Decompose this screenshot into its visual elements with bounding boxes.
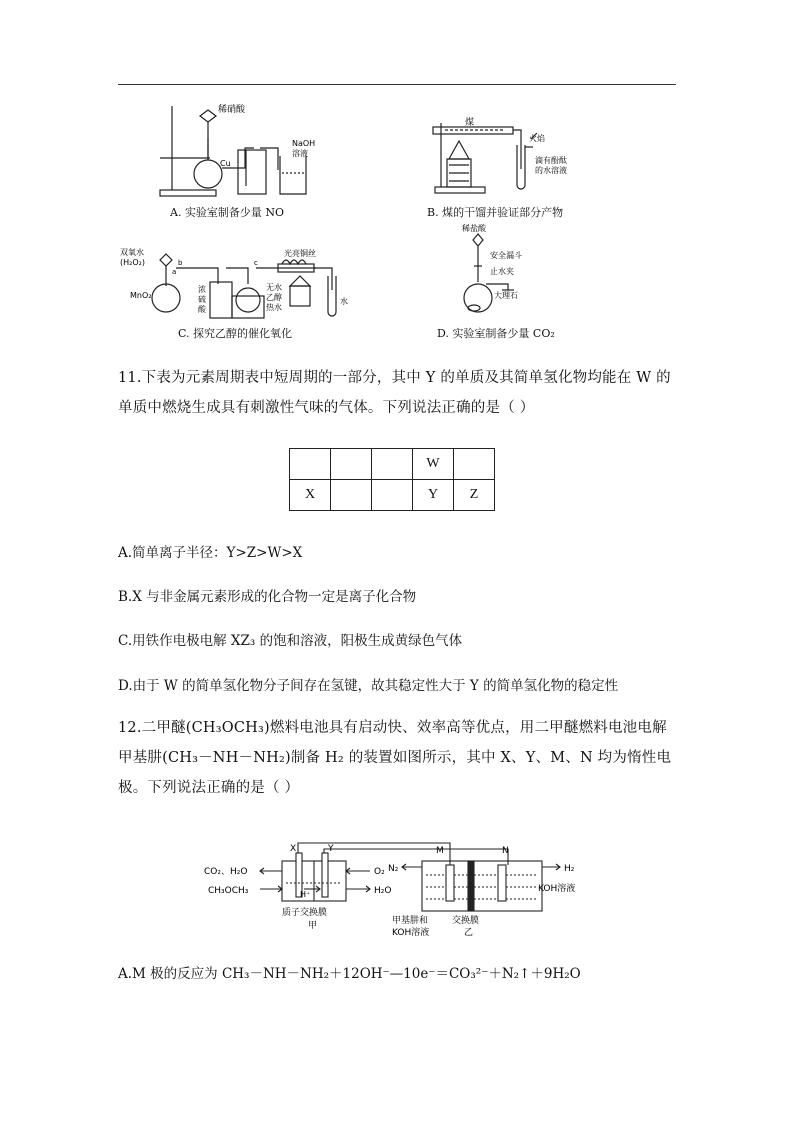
- fig-c-h2so4-label-2: 硫: [198, 295, 206, 304]
- fig-c-h2o2-label-2: (H₂O₂): [120, 258, 145, 267]
- fig-c-a-label: a: [172, 268, 177, 276]
- figure-c-caption: C. 探究乙醇的催化氧化: [178, 327, 293, 340]
- q12-h2-label: H₂: [564, 864, 575, 874]
- q12-option-a: A.M 极的反应为 CH₃－NH－NH₂＋12OH⁻—10e⁻＝CO₃²⁻＋N₂↑＋9H₂O: [118, 966, 581, 982]
- q12-cell-diagram: [200, 835, 600, 939]
- table-row: [290, 480, 495, 511]
- figure-c-apparatus: [120, 246, 360, 322]
- figure-b-caption: B. 煤的干馏并验证部分产物: [427, 206, 564, 219]
- q12-o2-label: O₂: [374, 867, 385, 877]
- q11-option-c: C.用铁作电极电解 XZ₃ 的饱和溶液，阳极生成黄绿色气体: [118, 633, 463, 649]
- table-cell: [372, 449, 413, 480]
- table-row: [290, 449, 495, 480]
- fig-d-funnel-label: 安全漏斗: [490, 251, 522, 260]
- fig-b-water-label-2: 的水溶液: [535, 166, 567, 175]
- fig-c-h2o2-label-1: 双氧水: [120, 248, 144, 257]
- fig-c-hot-water-label: 热水: [266, 303, 282, 312]
- q11-stem: 11.下表为元素周期表中短周期的一部分，其中 Y 的单质及其简单氢化物均能在 W 的单质中燃烧生成具有刺激性气味的气体。下列说法正确的是（ ）: [118, 370, 671, 416]
- fig-d-clamp-label: 止水夹: [490, 267, 514, 276]
- table-cell: [372, 480, 413, 511]
- periodic-table-fragment: [289, 448, 495, 511]
- q12-h2o-label: H₂O: [374, 886, 392, 896]
- fig-a-naoh-label-2: 溶液: [292, 149, 308, 158]
- table-cell: Y: [413, 480, 454, 511]
- fig-c-h2so4-label-1: 浓: [198, 285, 206, 294]
- figure-a-caption: A. 实验室制备少量 NO: [170, 206, 285, 219]
- q12-n-label: N: [502, 846, 509, 856]
- table-cell: Z: [454, 480, 495, 511]
- fig-c-water-label: 水: [340, 297, 348, 306]
- fig-c-h2so4-label-3: 酸: [198, 305, 206, 314]
- q12-membrane-1-label: 质子交换膜: [282, 908, 328, 918]
- q12-hplus-label: H⁺: [300, 890, 311, 899]
- fig-b-coal-label: 煤: [465, 118, 475, 128]
- q12-m-label: M: [436, 846, 444, 856]
- q12-stem: 12.二甲醚(CH₃OCH₃)燃料电池具有启动快、效率高等优点，用二甲醚燃料电池电解甲基肼(CH₃－NH－NH₂)制备 H₂ 的装置如图所示，其中 X、Y、M、N 均为惰性电极。下列说法正确的是（ ）: [118, 720, 672, 796]
- q12-yi-label: 乙: [464, 928, 474, 938]
- fig-b-water-label-1: 滴有酚酞: [535, 156, 567, 165]
- figure-b-apparatus: [425, 115, 605, 197]
- fig-a-naoh-label-1: NaOH: [292, 139, 316, 148]
- q12-hydrazine-label-2: KOH溶液: [392, 928, 430, 938]
- fig-d-hcl-label: 稀盐酸: [462, 224, 486, 233]
- fig-c-b-label: b: [178, 259, 183, 267]
- q12-membrane-2-label: 交换膜: [452, 916, 480, 926]
- figure-a-apparatus: [150, 98, 330, 202]
- q12-n2-label: N₂: [388, 864, 399, 874]
- fig-c-cu-wire-label: 光亮铜丝: [284, 249, 316, 258]
- q11-option-b: B.X 与非金属元素形成的化合物一定是离子化合物: [118, 589, 417, 605]
- q12-ch3och3-label: CH₃OCH₃: [208, 886, 249, 896]
- fig-b-flame-label: 火焰: [529, 134, 545, 143]
- table-cell: [454, 449, 495, 480]
- figure-d-apparatus: [450, 222, 560, 322]
- fig-d-marble-label: 大理石: [494, 291, 518, 300]
- fig-a-acid-label: 稀硝酸: [218, 105, 246, 115]
- table-cell: [290, 449, 331, 480]
- fig-c-ethanol-label-2: 乙醇: [266, 293, 282, 302]
- fig-a-cu-label: Cu: [220, 159, 231, 168]
- table-cell: [331, 480, 372, 511]
- q12-co2-h2o-label: CO₂、H₂O: [204, 867, 248, 877]
- header-rule: [118, 84, 676, 85]
- table-cell: [331, 449, 372, 480]
- table-cell: W: [413, 449, 454, 480]
- q12-jia-label: 甲: [308, 921, 318, 931]
- q12-hydrazine-label-1: 甲基肼和: [392, 916, 429, 926]
- q12-y-label: Y: [328, 844, 334, 854]
- fig-c-c-label: c: [254, 259, 258, 267]
- q11-option-a: A.简单离子半径：Y>Z>W>X: [118, 545, 303, 561]
- table-cell: X: [290, 480, 331, 511]
- q12-koh-label: KOH溶液: [538, 884, 576, 894]
- q12-x-label: X: [290, 844, 297, 854]
- q11-option-d: D.由于 W 的简单氢化物分子间存在氢键，故其稳定性大于 Y 的简单氢化物的稳定性: [118, 678, 619, 694]
- fig-c-mno2-label: MnO₂: [130, 291, 152, 300]
- fig-c-ethanol-label-1: 无水: [266, 283, 282, 292]
- figure-d-caption: D. 实验室制备少量 CO₂: [437, 327, 555, 340]
